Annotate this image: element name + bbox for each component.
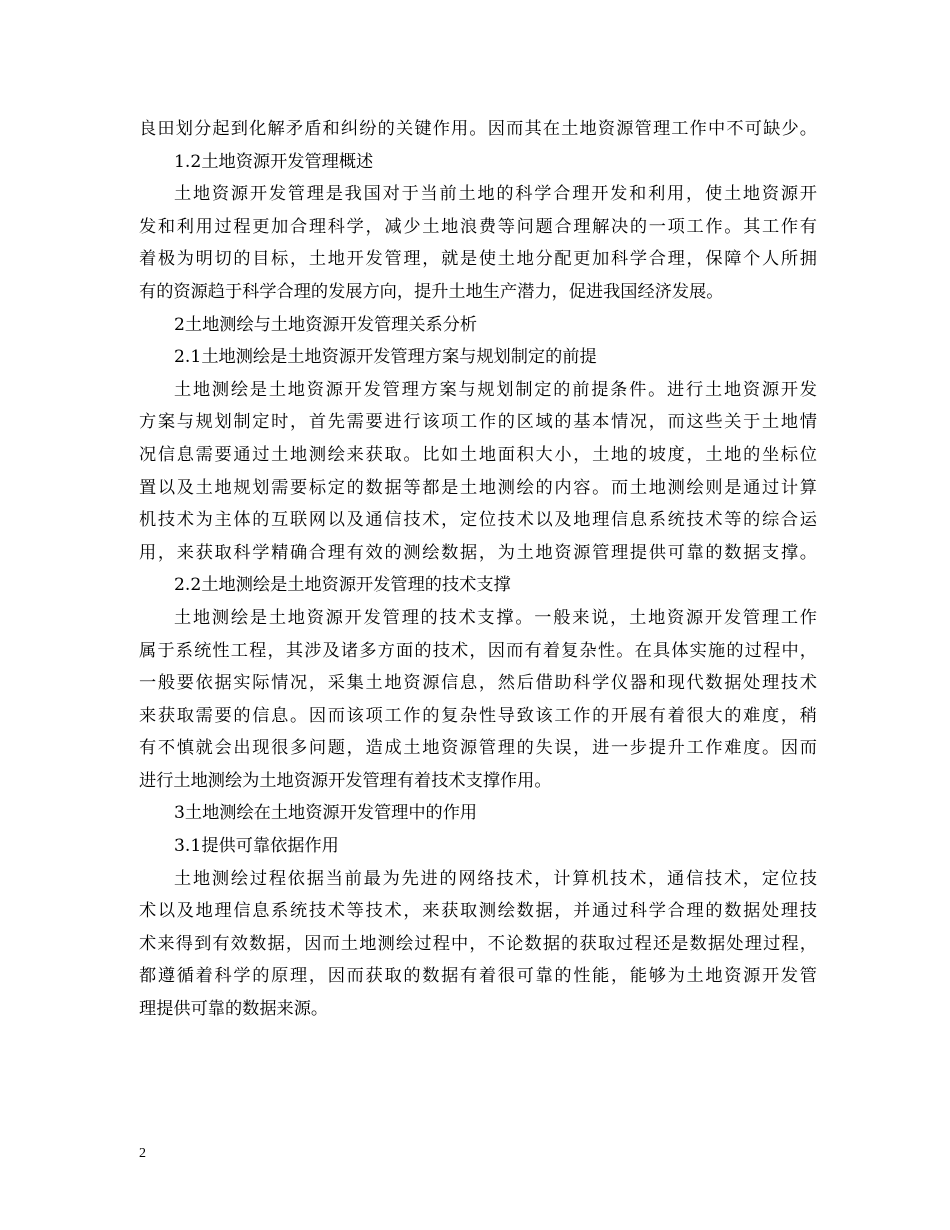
- text-line: 土地资源开发管理是我国对于当前土地的科学合理开发和利用，使土地资源开: [174, 184, 817, 205]
- text-line: 3.1提供可靠依据作用: [174, 836, 339, 857]
- text-line: 属于系统性工程，其涉及诸多方面的技术，因而有着复杂性。在具体实施的过程中，: [139, 640, 817, 661]
- text-line: 1.2土地资源开发管理概述: [174, 151, 374, 172]
- document-body: [139, 113, 817, 1026]
- text-line: 用，来获取科学精确合理有效的测绘数据，为土地资源管理提供可靠的数据支撑。: [139, 542, 817, 563]
- text-line: 况信息需要通过土地测绘来获取。比如土地面积大小，土地的坡度，土地的坐标位: [139, 444, 817, 465]
- text-line: 2.2土地测绘是土地资源开发管理的技术支撑: [174, 575, 511, 596]
- text-line: 术以及地理信息系统技术等技术，来获取测绘数据，并通过科学合理的数据处理技: [139, 901, 817, 922]
- text-line: 理提供可靠的数据来源。: [139, 999, 329, 1020]
- text-line: 一般要依据实际情况，采集土地资源信息，然后借助科学仪器和现代数据处理技术: [139, 673, 817, 694]
- text-line: 着极为明切的目标，土地开发管理，就是使土地分配更加科学合理，保障个人所拥: [139, 249, 817, 270]
- text-line: 土地测绘过程依据当前最为先进的网络技术，计算机技术，通信技术，定位技: [174, 868, 817, 889]
- text-line: 都遵循着科学的原理，因而获取的数据有着很可靠的性能，能够为土地资源开发管: [139, 966, 817, 987]
- text-line: 2土地测绘与土地资源开发管理关系分析: [174, 314, 478, 335]
- text-line: 良田划分起到化解矛盾和纠纷的关键作用。因而其在土地资源管理工作中不可缺少。: [139, 119, 817, 139]
- text-line: 来获取需要的信息。因而该项工作的复杂性导致该工作的开展有着很大的难度，稍: [139, 705, 817, 726]
- text-line: 方案与规划制定时，首先需要进行该项工作的区域的基本情况，而这些关于土地情: [139, 412, 817, 433]
- text-line: 有的资源趋于科学合理的发展方向，提升土地生产潜力，促进我国经济发展。: [139, 281, 724, 302]
- text-line: 进行土地测绘为土地资源开发管理有着技术支撑作用。: [139, 770, 552, 791]
- text-line: 2.1土地测绘是土地资源开发管理方案与规划制定的前提: [174, 347, 597, 368]
- text-line: 术来得到有效数据，因而土地测绘过程中，不论数据的获取过程还是数据处理过程，: [139, 933, 817, 954]
- text-line: 有不慎就会出现很多问题，造成土地资源管理的失误，进一步提升工作难度。因而: [139, 738, 817, 759]
- text-line: 土地测绘是土地资源开发管理的技术支撑。一般来说，土地资源开发管理工作: [174, 607, 817, 628]
- text-line: 土地测绘是土地资源开发管理方案与规划制定的前提条件。进行土地资源开发: [174, 379, 817, 400]
- text-line: 发和利用过程更加合理科学，减少土地浪费等问题合理解决的一项工作。其工作有: [139, 216, 817, 237]
- text-line: 置以及土地规划需要标定的数据等都是土地测绘的内容。而土地测绘则是通过计算: [139, 477, 817, 498]
- text-line: 3土地测绘在土地资源开发管理中的作用: [174, 803, 478, 824]
- page-number: 2: [139, 1146, 146, 1161]
- text-line: 机技术为主体的互联网以及通信技术，定位技术以及地理信息系统技术等的综合运: [139, 510, 817, 531]
